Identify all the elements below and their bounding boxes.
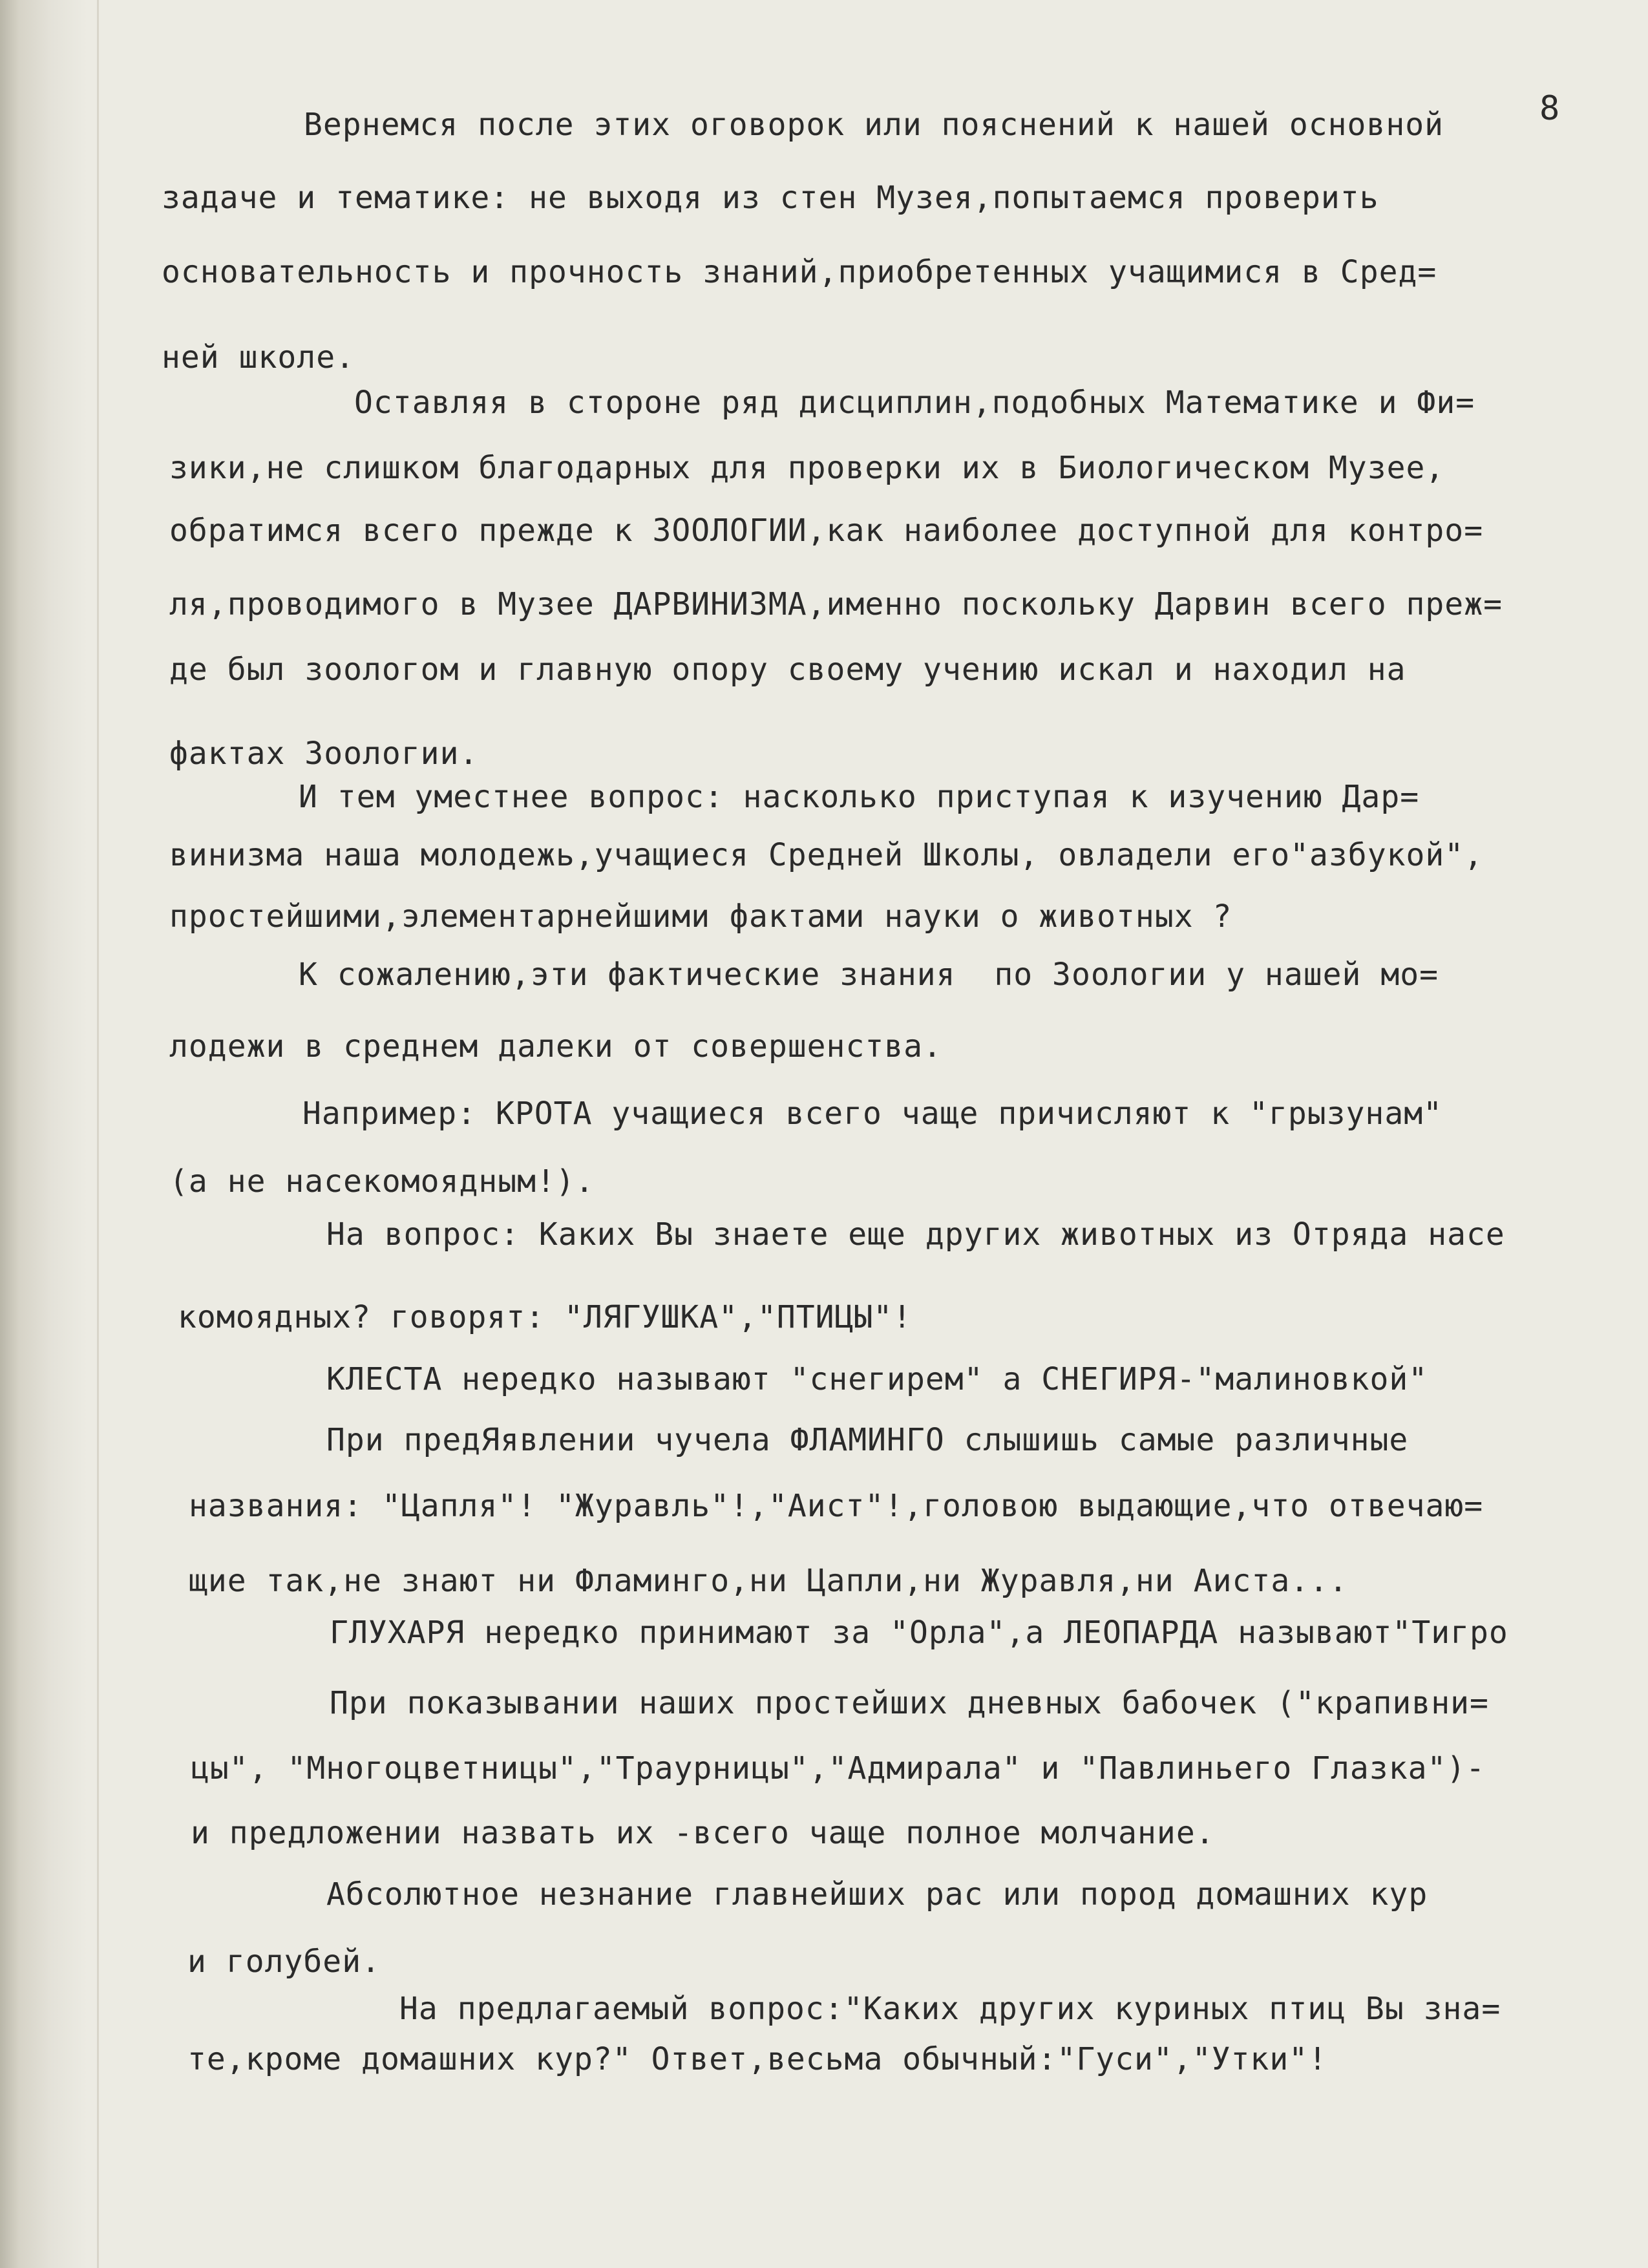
text-line: зики,не слишком благодарных для проверки их в Биологическом Музее, <box>169 450 1445 486</box>
text-line: те,кроме домашних кур?" Ответ,весьма обычный:"Гуси","Утки"! <box>187 2041 1328 2077</box>
text-line: При предЯявлении чучела ФЛАМИНГО слышишь самые различные <box>326 1422 1409 1458</box>
text-line: Оставляя в стороне ряд дисциплин,подобных Математике и Фи= <box>354 385 1475 421</box>
text-line: простейшими,элементарнейшими фактами науки о животных ? <box>169 898 1232 935</box>
text-line: и голубей. <box>187 1944 381 1980</box>
text-line: основательность и прочность знаний,приобретенных учащимися в Сред= <box>162 254 1437 290</box>
text-line: и предложении назвать их -всего чаще полное молчание. <box>191 1815 1215 1851</box>
text-line: лодежи в среднем далеки от совершенства. <box>169 1028 942 1065</box>
text-line: задаче и тематике: не выходя из стен Музея,попытаемся проверить <box>162 180 1379 216</box>
text-line: КЛЕСТА нередко называют "снегирем" а СНЕГИРЯ-"малиновкой" <box>326 1361 1428 1397</box>
text-line: (а не насекомоядным!). <box>169 1163 595 1200</box>
text-line: На предлагаемый вопрос:"Каких других куриных птиц Вы зна= <box>399 1991 1501 2027</box>
text-line: ля,проводимого в Музее ДАРВИНИЗМА,именно поскольку Дарвин всего преж= <box>169 586 1503 622</box>
text-line: ГЛУХАРЯ нередко принимают за "Орла",а ЛЕОПАРДА называют"Тигро <box>330 1615 1508 1651</box>
text-line: фактах Зоологии. <box>169 736 479 772</box>
text-line: На вопрос: Каких Вы знаете еще других животных из Отряда насе <box>326 1216 1505 1253</box>
text-line: ней школе. <box>162 339 355 376</box>
text-line: обратимся всего прежде к ЗООЛОГИИ,как наиболее доступной для контро= <box>169 513 1484 549</box>
text-line: де был зоологом и главную опору своему учению искал и находил на <box>169 652 1406 688</box>
page-number: 8 <box>1539 89 1560 128</box>
text-line: щие так,не знают ни Фламинго,ни Цапли,ни Журавля,ни Аиста... <box>189 1563 1348 1599</box>
text-line: винизма наша молодежь,учащиеся Средней Школы, овладели его"азбукой", <box>169 837 1484 873</box>
text-line: И тем уместнее вопрос: насколько приступая к изучению Дар= <box>299 779 1420 815</box>
text-line: При показывании наших простейших дневных бабочек ("крапивни= <box>330 1685 1489 1721</box>
text-line: К сожалению,эти фактические знания по Зоологии у нашей мо= <box>299 957 1439 993</box>
text-line: Например: КРОТА учащиеся всего чаще причисляют к "грызунам" <box>302 1096 1443 1132</box>
text-line: Вернемся после этих оговорок или пояснений к нашей основной <box>304 107 1444 143</box>
text-line: Абсолютное незнание главнейших рас или пород домашних кур <box>326 1876 1428 1913</box>
text-line: цы", "Многоцветницы","Траурницы","Адмирала" и "Павлиньего Глазка")- <box>191 1750 1486 1786</box>
text-line: комоядных? говорят: "ЛЯГУШКА","ПТИЦЫ"! <box>178 1299 913 1335</box>
text-line: названия: "Цапля"! "Журавль"!,"Аист"!,головою выдающие,что отвечаю= <box>189 1488 1484 1524</box>
